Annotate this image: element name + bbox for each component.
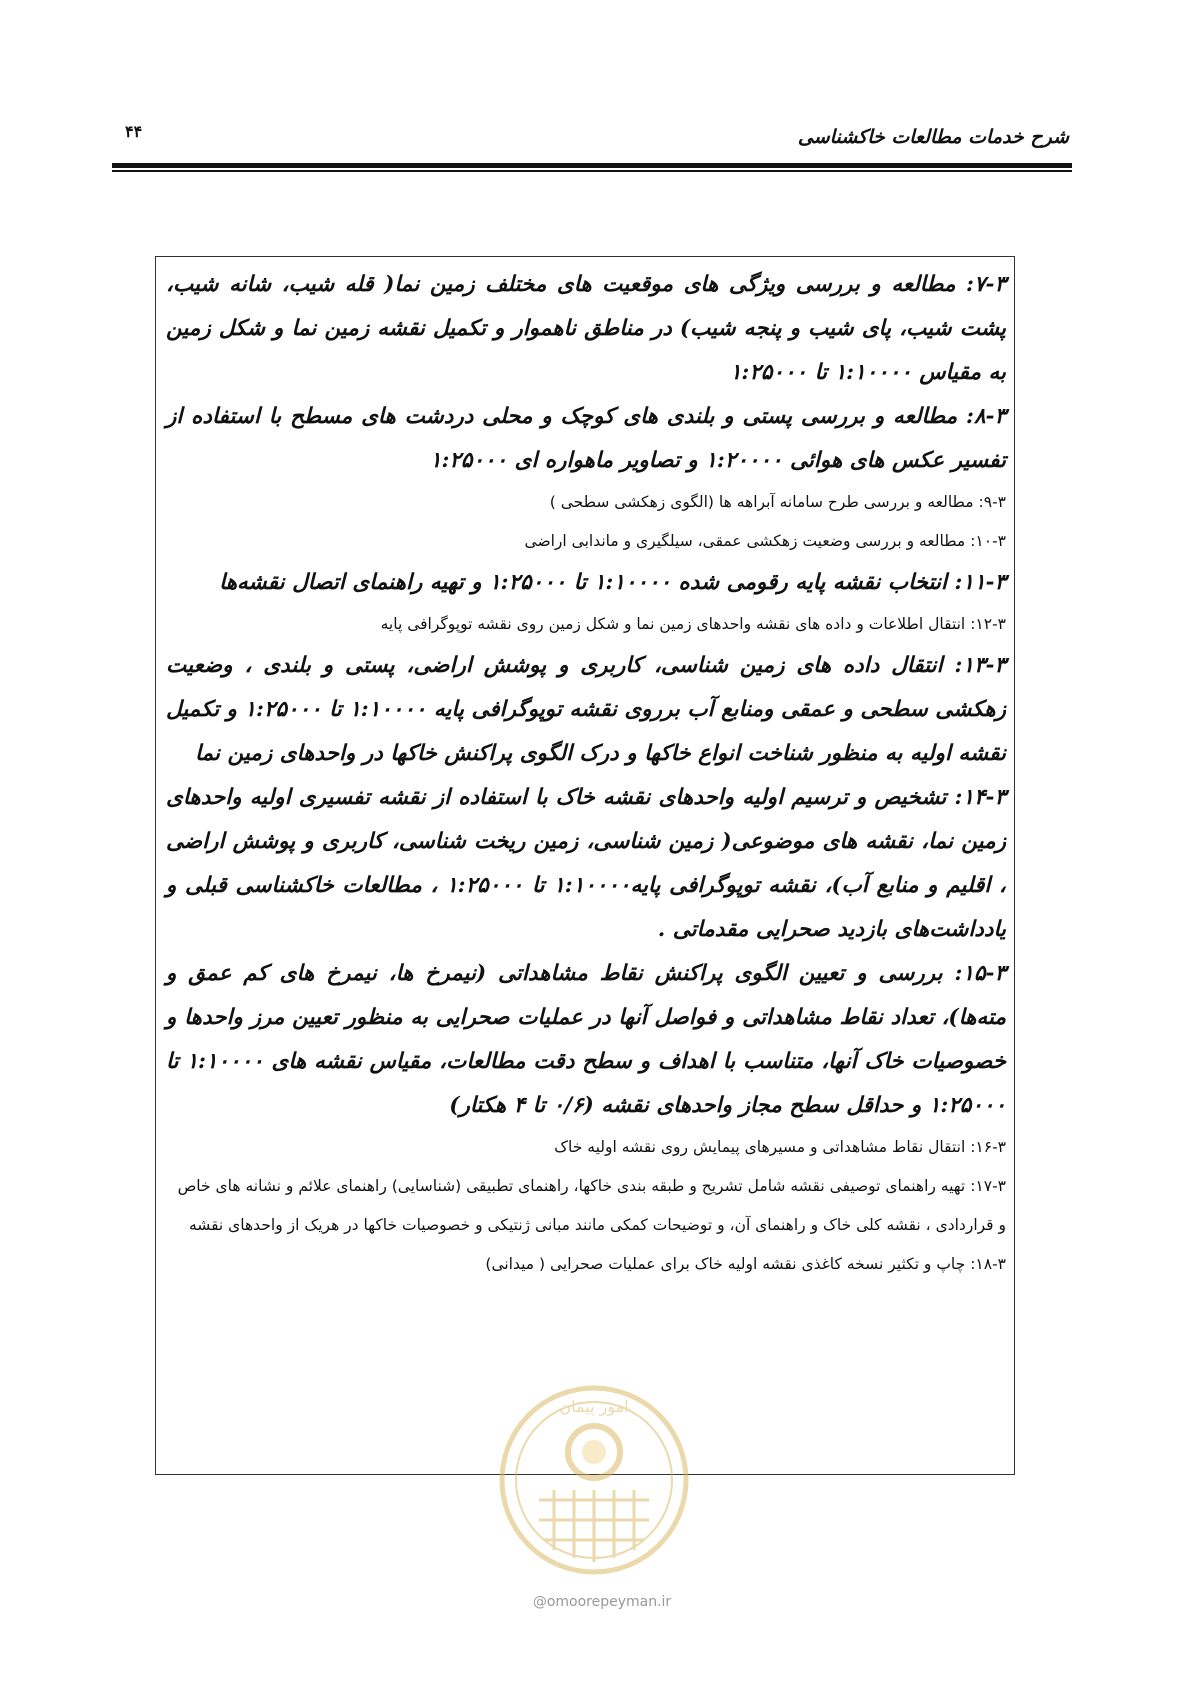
list-item [166,561,1006,605]
item-number: ۹-۳: [978,493,1006,511]
list-item [166,952,1006,1128]
item-number: ۱۳-۳: [954,653,1006,678]
list-item [166,395,1006,483]
item-text: مطالعه و بررسی طرح سامانه آبراهه ها (الگوی زهکشی سطحی ) [549,493,974,511]
item-text: انتقال داده های زمین شناسی، کاربری و پوشش اراضی، پستی و بلندی ، وضعیت زهکشی سطحی و عمقی ومنابع آب برروی نقشه توپوگرافی پایه ۱:۱۰۰۰۰ تا ۱:۲۵۰۰۰ و تکمیل نقشه اولیه به منظور شناخت انواع خاکها و درک الگوی پراکنش خاکها در واحدهای زمین نما [166,653,1006,766]
list-item [166,776,1006,952]
item-number: ۱۷-۳: [970,1177,1006,1195]
list-item [166,263,1006,395]
watermark-caption: @omoorepeyman.ir [532,1594,672,1610]
item-text: تهیه راهنمای توصیفی نقشه شامل تشریح و طبقه بندی خاکها، راهنمای تطبیقی (شناسایی) راهنمای علائم و نشانه های خاص و قراردادی ، نقشه کلی خاک و راهنمای آن، و توضیحات کمکی مانند مبانی ژنتیکی و خصوصیات خاکها در هریک از واحدهای نقشه [177,1177,1006,1234]
item-text: انتخاب نقشه پایه رقومی شده ۱:۱۰۰۰۰ تا ۱:۲۵۰۰۰ و تهیه راهنمای اتصال نقشه‌ها [219,570,947,595]
item-text: چاپ و تکثیر نسخه کاغذی نقشه اولیه خاک برای عملیات صحرایی ( میدانی) [485,1255,966,1273]
list-item [166,1245,1006,1284]
header-rule-thick [112,163,1072,168]
item-text: مطالعه و بررسی وضعیت زهکشی عمقی، سیلگیری و ماندابی اراضی [524,532,966,550]
list-item [166,605,1006,644]
content-box [155,256,1015,1475]
list-item [166,644,1006,776]
item-text: انتقال نقاط مشاهداتی و مسیرهای پیمایش روی نقشه اولیه خاک [554,1138,966,1156]
list-item [166,483,1006,522]
page-number: ۴۴ [125,122,143,141]
item-text: مطالعه و بررسی ویژگی های موقعیت های مختلف زمین نما( قله شیب، شانه شیب، پشت شیب، پای شیب و پنجه شیب) در مناطق ناهموار و تکمیل نقشه زمین نما و شکل زمین به مقیاس ۱:۱۰۰۰۰ تا ۱:۲۵۰۰۰ [166,272,1006,385]
item-number: ۷-۳: [966,272,1006,297]
item-text: انتقال اطلاعات و داده های نقشه واحدهای زمین نما و شکل زمین روی نقشه توپوگرافی پایه [380,615,966,633]
item-number: ۱۴-۳: [954,785,1006,810]
item-number: ۱۱-۳: [954,570,1006,595]
item-number: ۱۰-۳: [970,532,1006,550]
list-item [166,522,1006,561]
item-number: ۸-۳: [966,404,1006,429]
stamp-text: امور پیمان [559,1397,629,1416]
item-number: ۱۶-۳: [970,1138,1006,1156]
header-rule-thin [112,170,1072,172]
item-text: مطالعه و بررسی پستی و بلندی های کوچک و محلی دردشت های مسطح با استفاده از تفسیر عکس های هوائی ۱:۲۰۰۰۰ و تصاویر ماهواره ای ۱:۲۵۰۰۰ [166,404,1006,473]
list-item [166,1167,1006,1245]
item-text: تشخیص و ترسیم اولیه واحدهای نقشه خاک با استفاده از نقشه تفسیری اولیه واحدهای زمین نما، نقشه های موضوعی( زمین شناسی، زمین ریخت شناسی، کاربری و پوشش اراضی ، اقلیم و منابع آب)، نقشه توپوگرافی پایه۱:۱۰۰۰۰ تا ۱:۲۵۰۰۰ ، مطالعات خاکشناسی قبلی و یادداشت‌های بازدید صحرایی مقدماتی . [166,785,1006,942]
item-number: ۱۸-۳: [970,1255,1006,1273]
list-item [166,1128,1006,1167]
running-header-title: شرح خدمات مطالعات خاکشناسی [797,126,1069,148]
item-number: ۱۲-۳: [970,615,1006,633]
item-text: بررسی و تعیین الگوی پراکنش نقاط مشاهداتی (نیمرخ ها، نیمرخ های کم عمق و مته‌ها)، تعداد نقاط مشاهداتی و فواصل آنها در عملیات صحرایی به منظور تعیین مرز واحدها و خصوصیات خاک آنها، متناسب با اهداف و سطح دقت مطالعات، مقیاس نقشه های ۱:۱۰۰۰۰ تا ۱:۲۵۰۰۰ و حداقل سطح مجاز واحدهای نقشه (۰/۶ تا ۴ هکتار) [166,961,1006,1118]
item-number: ۱۵-۳: [954,961,1006,986]
